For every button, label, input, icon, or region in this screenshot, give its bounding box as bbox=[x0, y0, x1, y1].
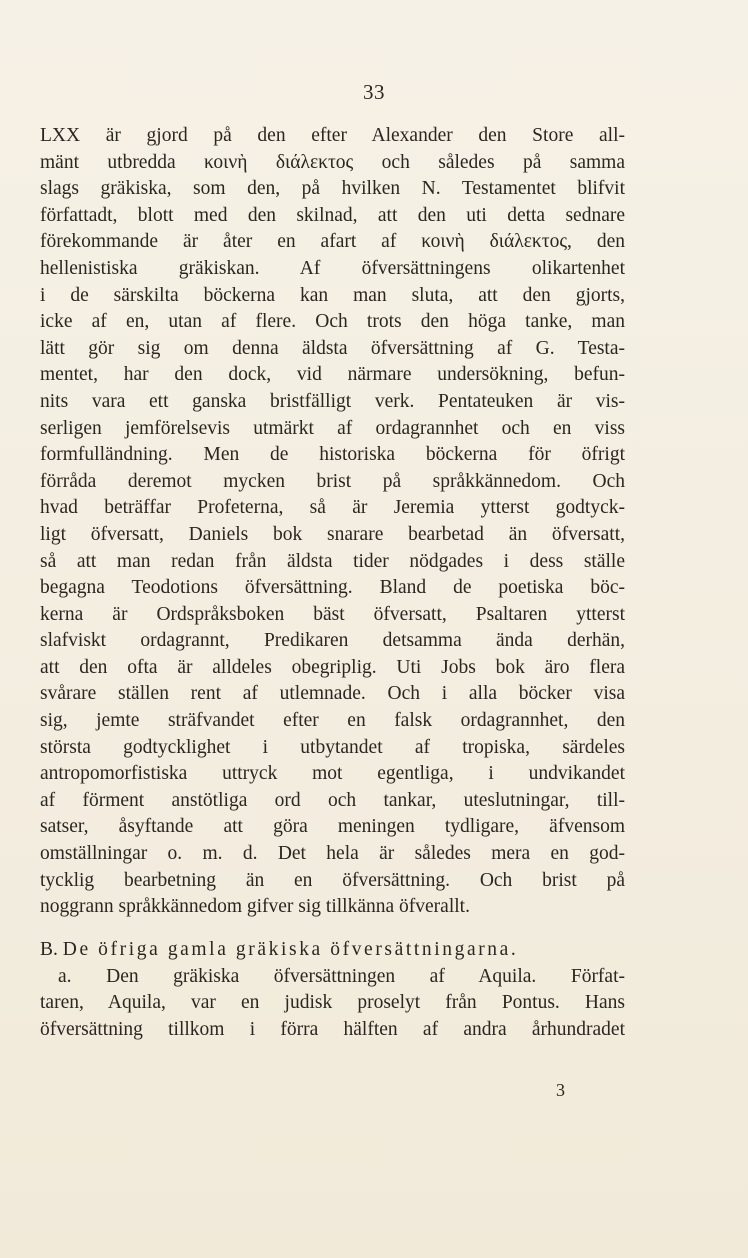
text-line: omställningar o. m. d. Det hela är således mera en god- bbox=[40, 843, 625, 865]
page-number: 33 bbox=[363, 80, 385, 104]
text-line: mänt utbredda κοινὴ διάλεκτος och således på samma bbox=[40, 151, 625, 173]
section-label: B. bbox=[40, 938, 58, 960]
text-line: ligt öfversatt, Daniels bok snarare bearbetad än öfversatt, bbox=[40, 523, 625, 545]
text-line: LXX är gjord på den efter Alexander den Store all- bbox=[40, 125, 625, 146]
text-line: hellenistiska gräkiskan. Af öfversättningens olikartenhet bbox=[40, 257, 625, 279]
text-line: a. Den gräkiska öfversättningen af Aquila. Förfat- bbox=[58, 965, 625, 987]
text-line: kerna är Ordspråksboken bäst öfversatt, Psaltaren ytterst bbox=[40, 603, 625, 625]
text-line: noggrann språkkännedom gifver sig tillkänna öfverallt. bbox=[40, 896, 470, 918]
text-line: förekommande är åter en afart af κοινὴ διάλεκτος, den bbox=[40, 231, 625, 253]
text-line: förråda deremot mycken brist på språkkännedom. Och bbox=[40, 470, 625, 492]
text-line: slafviskt ordagrannt, Predikaren detsamma ända derhän, bbox=[40, 630, 625, 652]
section-heading bbox=[40, 936, 625, 964]
text-line: i de särskilta böckerna kan man sluta, att den gjorts, bbox=[40, 284, 625, 306]
text-line: mentet, har den dock, vid närmare undersökning, befun- bbox=[40, 364, 625, 386]
text-line: formfulländning. Men de historiska böckerna för öfrigt bbox=[40, 444, 625, 466]
section-title: De öfriga gamla gräkiska öfversättningarna. bbox=[62, 938, 519, 960]
text-line: största godtycklighet i utbytandet af tropiska, särdeles bbox=[40, 736, 625, 758]
text-line: af förment anstötliga ord och tankar, uteslutningar, till- bbox=[40, 789, 625, 811]
text-line: taren, Aquila, var en judisk proselyt från Pontus. Hans bbox=[40, 992, 625, 1014]
text-line: nits vara ett ganska bristfälligt verk. Pentateuken är vis- bbox=[40, 390, 625, 412]
text-line: lätt gör sig om denna äldsta öfversättning af G. Testa- bbox=[40, 337, 625, 359]
text-line: att den ofta är alldeles obegriplig. Uti Jobs bok äro flera bbox=[40, 656, 625, 678]
text-line: svårare ställen rent af utlemnade. Och i alla böcker visa bbox=[40, 683, 625, 705]
text-line: icke af en, utan af flere. Och trots den höga tanke, man bbox=[40, 311, 625, 333]
signature-mark: 3 bbox=[556, 1080, 565, 1100]
text-line: slags gräkiska, som den, på hvilken N. Testamentet blifvit bbox=[40, 178, 625, 200]
paragraph-gap bbox=[40, 921, 625, 936]
body-text bbox=[40, 123, 625, 1044]
text-line: öfversättning tillkom i förra hälften af andra århundradet bbox=[40, 1019, 625, 1040]
paragraph-1 bbox=[40, 123, 625, 921]
text-line: sig, jemte sträfvandet efter en falsk ordagrannhet, den bbox=[40, 710, 625, 732]
text-line: antropomorfistiska uttryck mot egentliga, i undvikandet bbox=[40, 763, 625, 785]
text-line: serligen jemförelsevis utmärkt af ordagrannhet och en viss bbox=[40, 417, 625, 439]
text-line: satser, åsyftande att göra meningen tydligare, äfvensom bbox=[40, 816, 625, 838]
text-line: hvad beträffar Profeterna, så är Jeremia ytterst godtyck- bbox=[40, 497, 625, 519]
text-line: begagna Teodotions öfversättning. Bland de poetiska böc- bbox=[40, 577, 625, 599]
text-line: tycklig bearbetning än en öfversättning. Och brist på bbox=[40, 869, 625, 891]
text-line: så att man redan från äldsta tider nödgades i dess ställe bbox=[40, 550, 625, 572]
paragraph-2 bbox=[40, 964, 625, 1044]
text-line: författadt, blott med den skilnad, att den uti detta sednare bbox=[40, 204, 625, 226]
